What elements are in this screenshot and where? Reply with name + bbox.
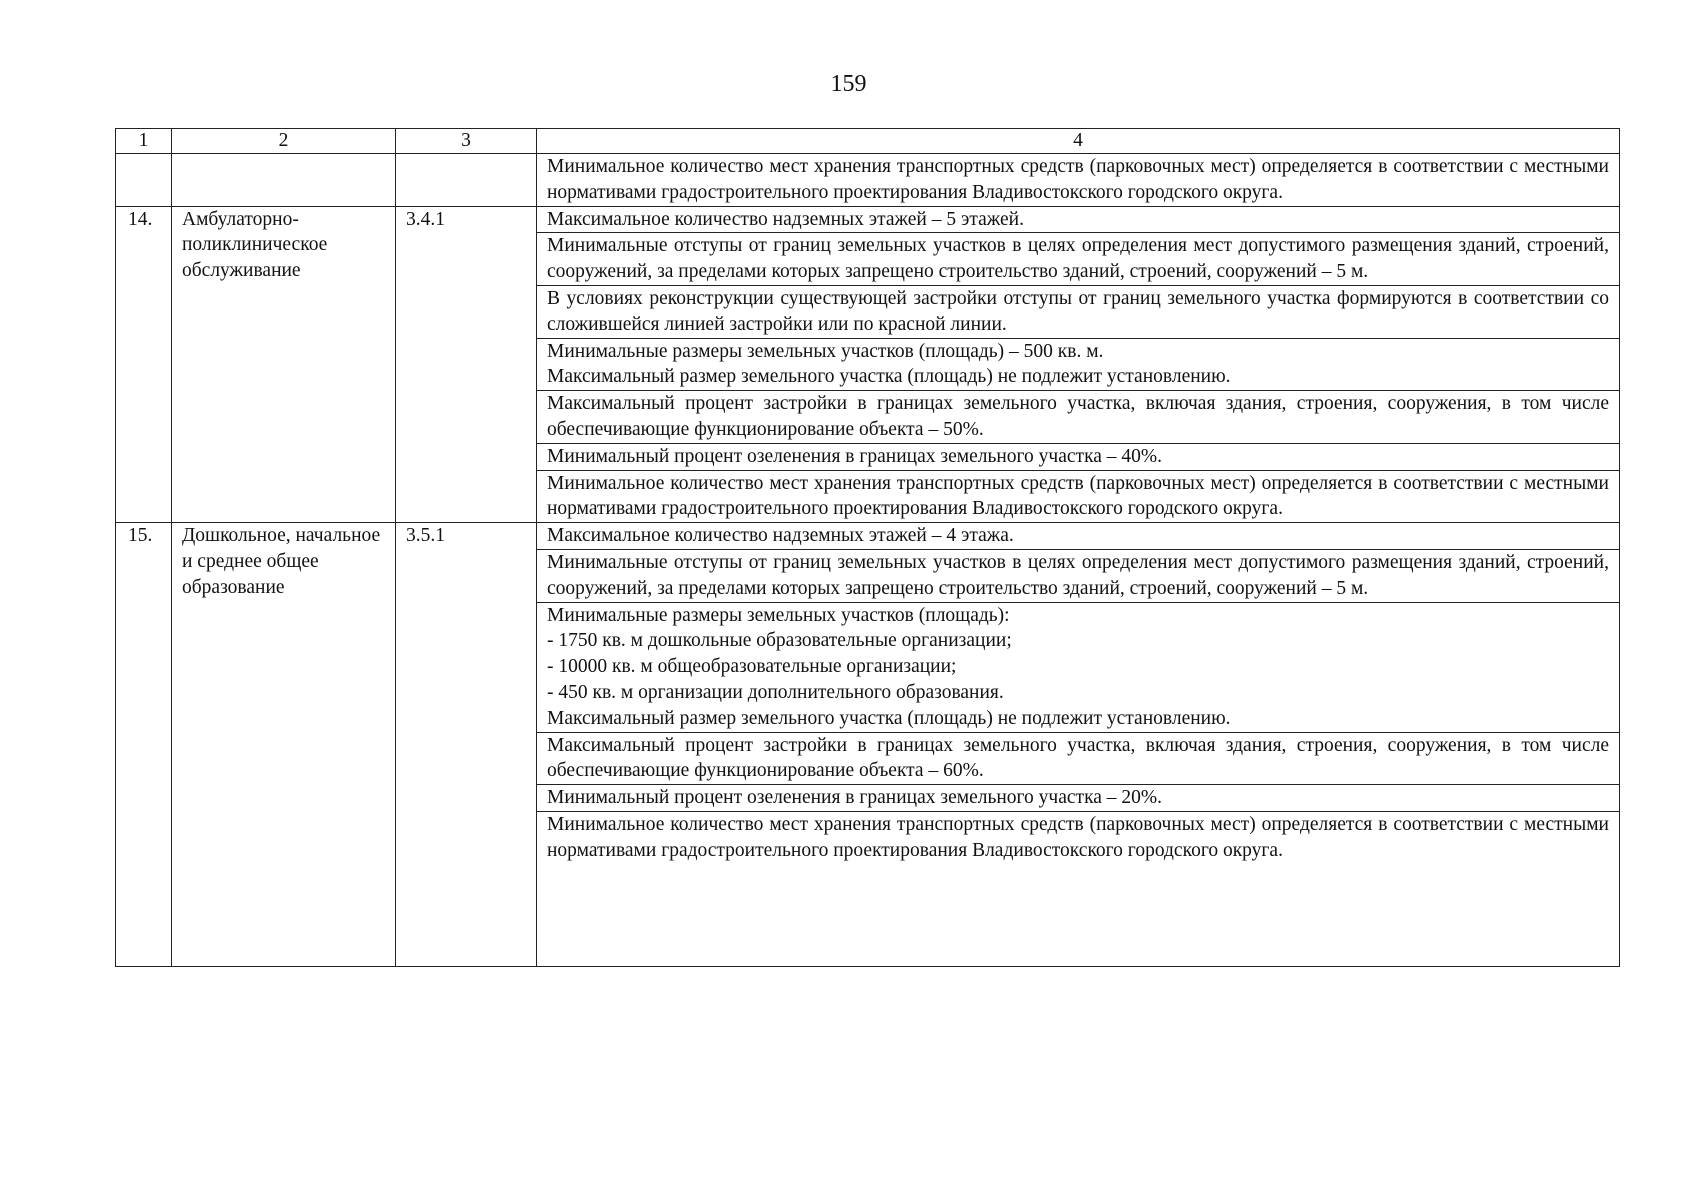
param-cell: В условиях реконструкции существующей застройки отступы от границ земельного участка формируются в соответствии со сложившейся линией застройки или по красной линии. bbox=[537, 285, 1620, 338]
row-number: 15. bbox=[116, 523, 172, 967]
cell-num-empty bbox=[116, 154, 172, 207]
table-row bbox=[116, 523, 1620, 550]
table-header-row bbox=[116, 129, 1620, 154]
cell-param: Минимальное количество мест хранения транспортных средств (парковочных мест) определяется в соответствии с местными нормативами градостроительного проектирования Владивостокского городского округа. bbox=[537, 154, 1620, 207]
use-name: Дошкольное, начальное и среднее общее образование bbox=[172, 523, 396, 967]
param-cell: Минимальные размеры земельных участков (площадь) – 500 кв. м. Максимальный размер земельного участка (площадь) не подлежит установлению. bbox=[537, 338, 1620, 391]
header-col-4: 4 bbox=[537, 129, 1620, 154]
header-col-3: 3 bbox=[396, 129, 537, 154]
param-cell: Минимальные размеры земельных участков (площадь): - 1750 кв. м дошкольные образовательные организации; - 10000 кв. м общеобразовательные организации; - 450 кв. м организации дополнительного образования. Максимальный размер земельного участка (площадь) не подлежит установлению. bbox=[537, 602, 1620, 732]
param-cell: Минимальный процент озеленения в границах земельного участка – 20%. bbox=[537, 785, 1620, 812]
cell-code-empty bbox=[396, 154, 537, 207]
param-cell: Минимальные отступы от границ земельных участков в целях определения мест допустимого размещения зданий, строений, сооружений, за пределами которых запрещено строительство зданий, строений, сооружений – 5 м. bbox=[537, 233, 1620, 286]
header-col-1: 1 bbox=[116, 129, 172, 154]
param-cell: Минимальный процент озеленения в границах земельного участка – 40%. bbox=[537, 443, 1620, 470]
use-code: 3.4.1 bbox=[396, 206, 537, 523]
page-number: 159 bbox=[830, 71, 867, 97]
table-row-continuation bbox=[116, 154, 1620, 207]
use-code: 3.5.1 bbox=[396, 523, 537, 967]
header-col-2: 2 bbox=[172, 129, 396, 154]
param-cell: Максимальный процент застройки в границах земельного участка, включая здания, строения, сооружения, в том числе обеспечивающие функционирование объекта – 60%. bbox=[537, 732, 1620, 785]
param-cell: Максимальное количество надземных этажей – 5 этажей. bbox=[537, 206, 1620, 233]
param-cell: Минимальное количество мест хранения транспортных средств (парковочных мест) определяется в соответствии с местными нормативами градостроительного проектирования Владивостокского городского округа. bbox=[537, 470, 1620, 523]
param-cell: Минимальные отступы от границ земельных участков в целях определения мест допустимого размещения зданий, строений, сооружений, за пределами которых запрещено строительство зданий, строений, сооружений – 5 м. bbox=[537, 549, 1620, 602]
param-cell: Максимальное количество надземных этажей – 4 этажа. bbox=[537, 523, 1620, 550]
permitted-use-table bbox=[115, 128, 1620, 967]
param-cell: Минимальное количество мест хранения транспортных средств (парковочных мест) определяется в соответствии с местными нормативами градостроительного проектирования Владивостокского городского округа. bbox=[537, 811, 1620, 966]
cell-name-empty bbox=[172, 154, 396, 207]
table-row bbox=[116, 206, 1620, 233]
row-number: 14. bbox=[116, 206, 172, 523]
use-name: Амбулаторно-поликлиническое обслуживание bbox=[172, 206, 396, 523]
param-cell: Максимальный процент застройки в границах земельного участка, включая здания, строения, сооружения, в том числе обеспечивающие функционирование объекта – 50%. bbox=[537, 391, 1620, 444]
